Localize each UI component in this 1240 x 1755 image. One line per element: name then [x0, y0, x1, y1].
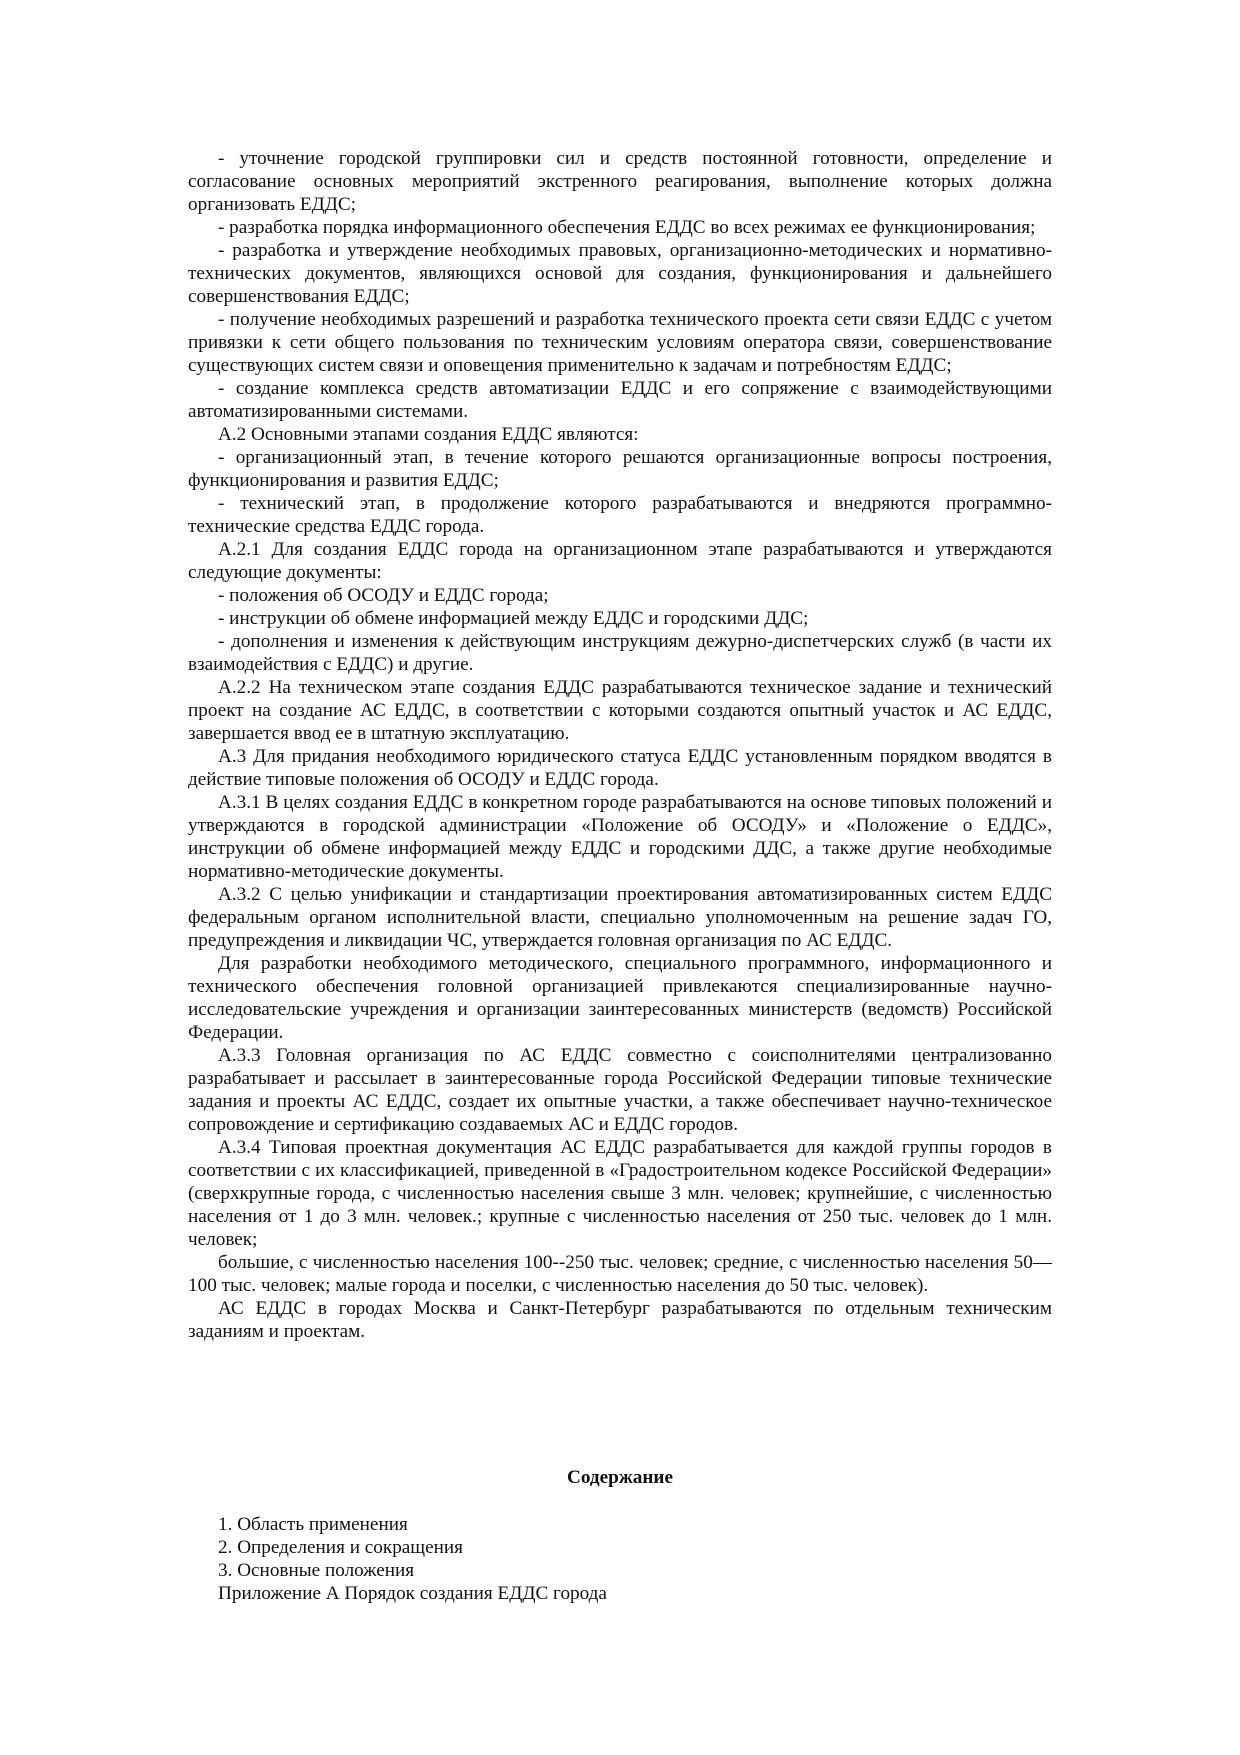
paragraph: Для разработки необходимого методического, специального программного, информационного и технического обеспечения головной организацией привлекаются специализированные научно-исследовательские учреждения и организации заинтересованных министерств (ведомств) Российской Федерации. [188, 953, 1052, 1043]
section-a3: А.3 Для придания необходимого юридического статуса ЕДДС установленным порядком вводятся в действие типовые положения об ОСОДУ и ЕДДС города. [188, 746, 1052, 790]
paragraph: - разработка порядка информационного обеспечения ЕДДС во всех режимах ее функционирования; [218, 217, 1036, 238]
table-of-contents [218, 1513, 1052, 1605]
paragraph: большие, с численностью населения 100--250 тыс. человек; средние, с численностью населения 50—100 тыс. человек; малые города и поселки, с численностью населения до 50 тыс. человек). [188, 1252, 1052, 1296]
body-text [188, 147, 1052, 1343]
toc-item: 2. Определения и сокращения [218, 1537, 463, 1558]
toc-item: 3. Основные положения [218, 1560, 415, 1581]
toc-title: Содержание [567, 1467, 673, 1488]
paragraph: - получение необходимых разрешений и разработка технического проекта сети связи ЕДДС с учетом привязки к сети общего пользования по техническим условиям оператора связи, совершенствование существующих систем связи и оповещения применительно к задачам и потребностям ЕДДС; [188, 309, 1052, 376]
paragraph: АС ЕДДС в городах Москва и Санкт-Петербург разрабатываются по отдельным техническим заданиям и проектам. [188, 1298, 1052, 1342]
toc-item: 1. Область применения [218, 1514, 408, 1535]
paragraph: - уточнение городской группировки сил и средств постоянной готовности, определение и согласование основных мероприятий экстренного реагирования, выполнение которых должна организовать ЕДДС; [188, 148, 1052, 215]
section-a3-2: А.3.2 С целью унификации и стандартизации проектирования автоматизированных систем ЕДДС федеральным органом исполнительной власти, специально уполномоченным на решение задач ГО, предупреждения и ликвидации ЧС, утверждается головная организация по АС ЕДДС. [188, 884, 1052, 951]
section-a2-1: А.2.1 Для создания ЕДДС города на организационном этапе разрабатываются и утверждаются следующие документы: [188, 539, 1052, 583]
paragraph: - технический этап, в продолжение которого разрабатываются и внедряются программно-технические средства ЕДДС города. [188, 493, 1052, 537]
paragraph: - создание комплекса средств автоматизации ЕДДС и его сопряжение с взаимодействующими автоматизированными системами. [188, 378, 1052, 422]
paragraph: - организационный этап, в течение которого решаются организационные вопросы построения, функционирования и развития ЕДДС; [188, 447, 1052, 491]
paragraph: - разработка и утверждение необходимых правовых, организационно-методических и нормативно-технических документов, являющихся основой для создания, функционирования и дальнейшего совершенствования ЕДДС; [188, 240, 1052, 307]
section-a3-1: А.3.1 В целях создания ЕДДС в конкретном городе разрабатываются на основе типовых положений и утверждаются в городской администрации «Положение об ОСОДУ» и «Положение о ЕДДС», инструкции об обмене информацией между ЕДДС и городскими ДДС, а также другие необходимые нормативно-методические документы. [188, 792, 1052, 882]
paragraph: - положения об ОСОДУ и ЕДДС города; [218, 585, 549, 606]
section-heading-a2: А.2 Основными этапами создания ЕДДС являются: [218, 424, 639, 445]
paragraph: - дополнения и изменения к действующим инструкциям дежурно-диспетчерских служб (в части их взаимодействия с ЕДДС) и другие. [188, 631, 1052, 675]
section-a3-4: А.3.4 Типовая проектная документация АС ЕДДС разрабатывается для каждой группы городов в соответствии с их классификацией, приведенной в «Градостроительном кодексе Российской Федерации» (сверхкрупные города, с численностью населения свыше 3 млн. человек; крупнейшие, с численностью населения от 1 до 3 млн. человек.; крупные с численностью населения от 250 тыс. человек до 1 млн. человек; [188, 1137, 1052, 1250]
toc-item: Приложение А Порядок создания ЕДДС города [218, 1583, 607, 1604]
section-a2-2: А.2.2 На техническом этапе создания ЕДДС разрабатываются техническое задание и технический проект на создание АС ЕДДС, в соответствии с которыми создаются опытный участок и АС ЕДДС, завершается ввод ее в штатную эксплуатацию. [188, 677, 1052, 744]
paragraph: - инструкции об обмене информацией между ЕДДС и городскими ДДС; [218, 608, 809, 629]
section-a3-3: А.3.3 Головная организация по АС ЕДДС совместно с соисполнителями централизованно разрабатывает и рассылает в заинтересованные города Российской Федерации типовые технические задания и проекты АС ЕДДС, создает их опытные участки, а также обеспечивает научно-техническое сопровождение и сертификацию создаваемых АС и ЕДДС городов. [188, 1045, 1052, 1135]
